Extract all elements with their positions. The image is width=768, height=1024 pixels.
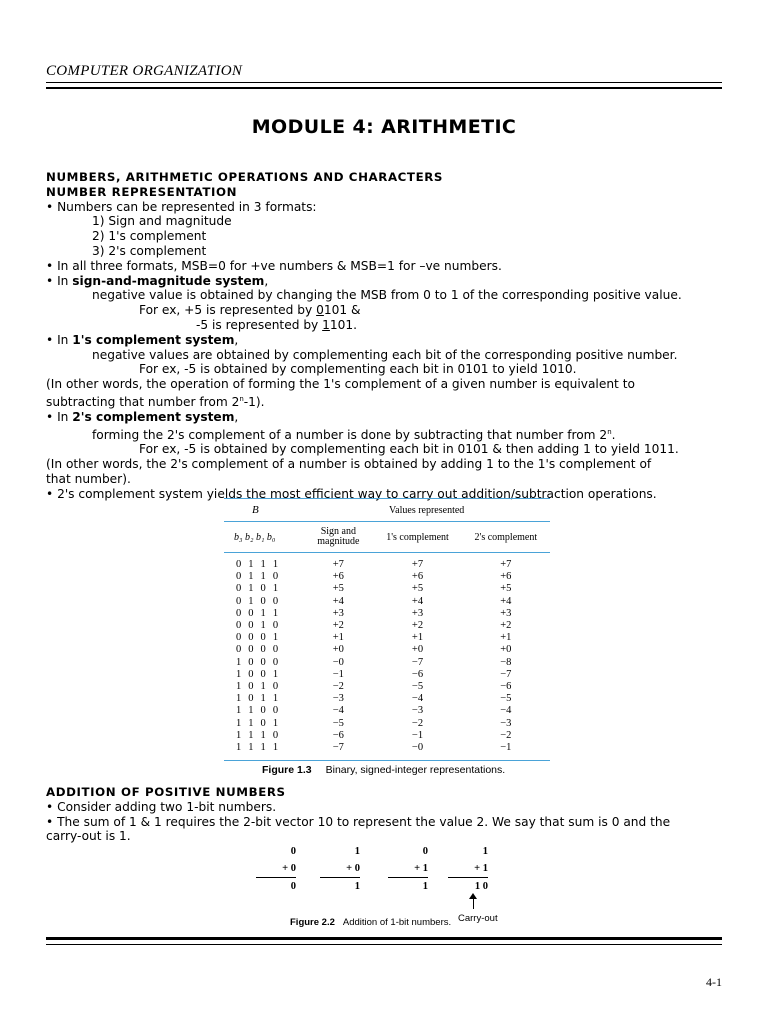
body-text	[46, 170, 726, 502]
table-row	[224, 608, 550, 620]
text-line	[46, 410, 726, 425]
table-row	[224, 553, 550, 572]
cell-twos-complement: +7	[500, 559, 512, 570]
cell-bits: 0 0 1 1	[236, 607, 281, 619]
caption-text: Binary, signed-integer representations.	[325, 764, 506, 777]
cell-sign-magnitude: −7	[332, 742, 344, 754]
cell-ones-complement: +4	[411, 595, 424, 607]
col-header-sign-magnitude: Sign and magnitude	[317, 526, 360, 547]
text-line: For ex, -5 is obtained by complementing each bit in 0101 to yield 1010.	[139, 362, 577, 377]
cell-bits: 0 1 0 1	[236, 583, 281, 595]
cell-twos-complement: −2	[500, 729, 512, 741]
text-span: forming the 2's complement of a number is done by subtracting that number from 2	[92, 427, 608, 442]
term-twos-complement: 2's complement system	[72, 409, 235, 424]
text-span: ,	[264, 273, 269, 288]
cell-ones-complement: +3	[411, 607, 424, 619]
text-line: (In other words, the operation of forming the 1's complement of a given number is equivalent to	[46, 377, 635, 392]
cell-ones-complement: −1	[411, 729, 424, 741]
cell-ones-complement: −7	[411, 656, 424, 668]
table-row	[224, 718, 550, 730]
table-row	[224, 681, 550, 693]
cell-twos-complement: −5	[500, 693, 512, 705]
signed-integer-table	[224, 498, 550, 754]
col-header-values: Values represented	[389, 504, 465, 516]
addition-column	[320, 843, 360, 895]
cell-bits: 0 0 0 1	[236, 632, 281, 644]
cell-ones-complement: +7	[411, 559, 424, 570]
text-line: (In other words, the 2's complement of a number is obtained by adding 1 to the 1's complement of	[46, 457, 652, 472]
sum: 0	[256, 877, 296, 895]
text-line	[46, 333, 726, 348]
text-line: that number).	[46, 472, 131, 487]
addend-b: + 0	[282, 863, 296, 874]
footer-rule	[46, 937, 722, 945]
module-title: MODULE 4: ARITHMETIC	[251, 116, 517, 138]
text-span: .	[611, 427, 616, 442]
cell-bits: 1 0 1 1	[236, 693, 281, 705]
text-line: • 2's complement system yields the most efficient way to carry out addition/subtraction operations.	[46, 486, 657, 501]
cell-twos-complement: −8	[500, 656, 512, 668]
text-line: • In all three formats, MSB=0 for +ve numbers & MSB=1 for –ve numbers.	[46, 258, 502, 273]
table-header-row	[224, 499, 550, 522]
cell-twos-complement: +2	[500, 620, 512, 632]
figure-2-2	[270, 843, 510, 933]
col-header-bits: b₃ b₂ b₁ b₀	[234, 531, 276, 543]
figure-caption	[290, 917, 451, 928]
cell-ones-complement: −2	[411, 717, 424, 729]
cell-bits: 1 1 0 1	[236, 717, 281, 729]
cell-ones-complement: +6	[411, 571, 424, 583]
text-span: For ex, +5 is represented by	[139, 303, 317, 318]
running-title: COMPUTER ORGANIZATION	[46, 63, 243, 79]
cell-ones-complement: +1	[411, 632, 424, 644]
text-span: • In	[46, 332, 73, 347]
table-body	[224, 553, 550, 755]
cell-bits: 1 0 1 0	[236, 681, 281, 693]
text-line: • Numbers can be represented in 3 formats:	[46, 199, 317, 214]
table-row	[224, 693, 550, 705]
sum: 1	[388, 877, 428, 895]
cell-sign-magnitude: +4	[332, 595, 344, 607]
superscript: n	[239, 394, 244, 403]
text-line	[46, 303, 726, 318]
cell-ones-complement: +2	[411, 620, 424, 632]
addend-b: + 1	[414, 863, 428, 874]
table-row	[224, 657, 550, 669]
cell-ones-complement: −6	[411, 668, 424, 680]
cell-twos-complement: −1	[500, 742, 512, 754]
addition-column	[256, 843, 296, 895]
table-row	[224, 571, 550, 583]
addend-a: 1	[354, 846, 360, 857]
superscript: n	[607, 427, 612, 436]
text-line: • The sum of 1 & 1 requires the 2-bit vector 10 to represent the value 2. We say that sum is 0 and the	[46, 814, 671, 829]
table-row	[224, 669, 550, 681]
cell-bits: 0 1 0 0	[236, 595, 281, 607]
addend-a: 1	[482, 846, 488, 857]
cell-ones-complement: −4	[411, 693, 424, 705]
list-item: 3) 2's complement	[92, 243, 207, 258]
text-line	[46, 318, 726, 333]
text-span: subtracting that number from 2	[46, 395, 240, 410]
sum: 1	[320, 877, 360, 895]
cell-twos-complement: −6	[500, 681, 512, 693]
cell-ones-complement: −5	[411, 681, 424, 693]
text-line: • Consider adding two 1-bit numbers.	[46, 799, 277, 814]
text-span: -1).	[243, 395, 265, 410]
text-line: negative values are obtained by complementing each bit of the corresponding positive number.	[92, 347, 678, 362]
cell-twos-complement: −4	[500, 705, 512, 717]
underlined-bit: 1	[322, 317, 330, 332]
table-row	[224, 705, 550, 717]
addition-column	[388, 843, 428, 895]
text-span: 101 &	[323, 303, 361, 318]
carry-arrow	[473, 895, 474, 909]
cell-ones-complement: +0	[411, 644, 424, 656]
cell-twos-complement: −7	[500, 668, 512, 680]
cell-sign-magnitude: +6	[332, 571, 344, 583]
text-line	[46, 274, 726, 289]
text-span: ,	[234, 332, 239, 347]
cell-sign-magnitude: −6	[332, 729, 344, 741]
text-span: ,	[234, 409, 239, 424]
caption-label: Figure 2.2	[290, 917, 335, 928]
table-bottom-rule	[224, 760, 550, 761]
caption-label: Figure 1.3	[262, 764, 312, 777]
cell-ones-complement: +5	[411, 583, 424, 595]
table-subheader-row	[224, 522, 550, 553]
cell-sign-magnitude: −0	[332, 656, 344, 668]
cell-twos-complement: −3	[500, 717, 512, 729]
sum: 1 0	[448, 877, 488, 895]
col-header-twos-complement: 2's complement	[474, 531, 538, 543]
addition-column	[448, 843, 488, 895]
cell-sign-magnitude: +0	[332, 644, 344, 656]
col-header-ones-complement: 1's complement	[386, 531, 449, 543]
cell-sign-magnitude: −1	[332, 668, 344, 680]
cell-twos-complement: +1	[500, 632, 512, 644]
header-rule	[46, 82, 722, 89]
cell-ones-complement: −3	[411, 705, 424, 717]
cell-sign-magnitude: −3	[332, 693, 344, 705]
cell-ones-complement: −0	[411, 742, 424, 754]
addend-b: + 0	[346, 863, 360, 874]
figure-1-3	[224, 498, 550, 776]
cell-twos-complement: +6	[500, 571, 512, 583]
cell-sign-magnitude: +2	[332, 620, 344, 632]
cell-sign-magnitude: −4	[332, 705, 344, 717]
term-ones-complement: 1's complement system	[72, 332, 235, 347]
cell-sign-magnitude: +1	[332, 632, 344, 644]
table-row	[224, 742, 550, 754]
text-line	[46, 392, 726, 410]
subsection-heading: NUMBER REPRESENTATION	[46, 184, 238, 199]
cell-bits: 0 0 1 0	[236, 620, 281, 632]
cell-sign-magnitude: +5	[332, 583, 344, 595]
section-heading: NUMBERS, ARITHMETIC OPERATIONS AND CHARACTERS	[46, 170, 444, 184]
text-line	[46, 425, 726, 443]
cell-bits: 0 1 1 1	[236, 559, 281, 570]
table-row	[224, 583, 550, 595]
cell-twos-complement: +3	[500, 607, 512, 619]
section-heading: ADDITION OF POSITIVE NUMBERS	[46, 785, 286, 799]
cell-sign-magnitude: −2	[332, 681, 344, 693]
addend-a: 0	[422, 846, 428, 857]
text-line: For ex, -5 is obtained by complementing each bit in 0101 & then adding 1 to yield 1011.	[139, 442, 679, 457]
addend-b: + 1	[474, 863, 488, 874]
caption-text: Addition of 1-bit numbers.	[342, 917, 452, 928]
text-span: • In	[46, 273, 73, 288]
cell-bits: 0 1 1 0	[236, 571, 281, 583]
body-text-addition	[46, 785, 726, 844]
text-span: • In	[46, 409, 73, 424]
cell-bits: 1 1 1 1	[236, 742, 281, 754]
cell-twos-complement: +4	[500, 595, 512, 607]
figure-caption	[224, 764, 550, 776]
underlined-bit: 0	[316, 303, 324, 318]
text-line: negative value is obtained by changing the MSB from 0 to 1 of the corresponding positive value.	[92, 288, 682, 303]
cell-bits: 0 0 0 0	[236, 644, 281, 656]
text-span: 101.	[329, 317, 358, 332]
cell-bits: 1 0 0 1	[236, 668, 281, 680]
list-item: 2) 1's complement	[92, 229, 207, 244]
cell-sign-magnitude: −5	[332, 717, 344, 729]
list-item: 1) Sign and magnitude	[92, 214, 232, 229]
cell-bits: 1 1 1 0	[236, 729, 281, 741]
cell-twos-complement: +5	[500, 583, 512, 595]
term-sign-magnitude: sign-and-magnitude system	[72, 273, 265, 288]
table-row	[224, 596, 550, 608]
page-number: 4-1	[706, 975, 722, 989]
table-row	[224, 730, 550, 742]
text-line: carry-out is 1.	[46, 829, 131, 844]
cell-sign-magnitude: +7	[332, 559, 344, 570]
cell-twos-complement: +0	[500, 644, 512, 656]
table-row	[224, 620, 550, 632]
cell-bits: 1 0 0 0	[236, 656, 281, 668]
table-row	[224, 632, 550, 644]
text-span: -5 is represented by	[196, 317, 323, 332]
carry-out-label: Carry-out	[458, 913, 498, 924]
col-header-b: B	[252, 504, 259, 516]
cell-bits: 1 1 0 0	[236, 705, 281, 717]
addend-a: 0	[290, 846, 296, 857]
table-row	[224, 644, 550, 656]
cell-sign-magnitude: +3	[332, 607, 344, 619]
page-header	[46, 63, 722, 89]
